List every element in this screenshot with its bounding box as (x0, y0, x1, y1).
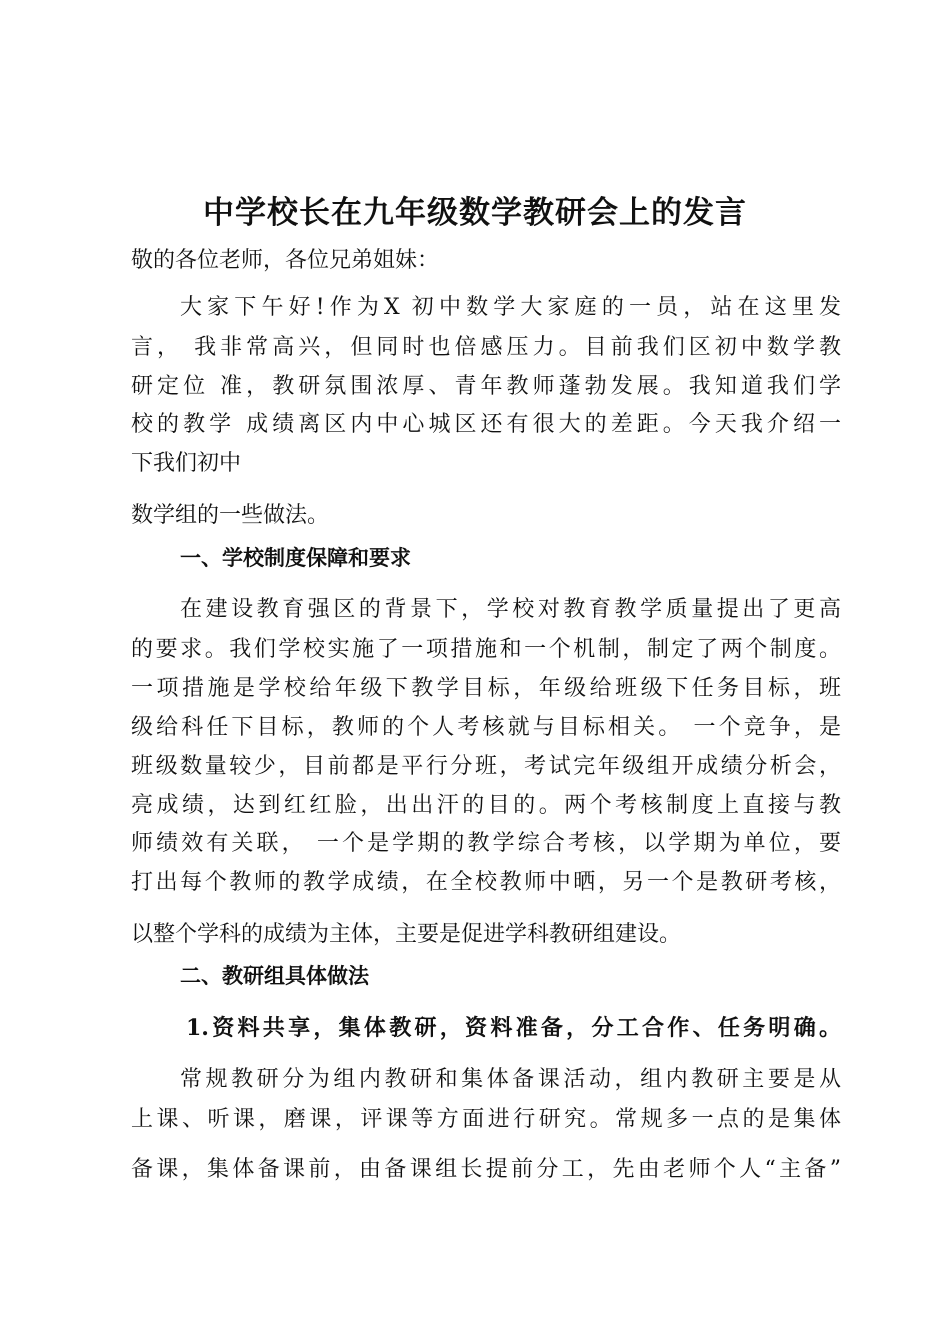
paragraph-line: 言， 我非常高兴，但同时也倍感压力。目前我们区初中数学教 (131, 335, 841, 360)
paragraph-line: 备课，集体备课前，由备课组长提前分工，先由老师个人“主备” (131, 1157, 841, 1182)
paragraph-line: 一项措施是学校给年级下教学目标，年级给班级下任务目标，班 (131, 676, 841, 701)
paragraph-line: 亮成绩，达到红红脸，出出汗的目的。两个考核制度上直接与教 (131, 793, 841, 818)
paragraph-line: 研定位 准，教研氛围浓厚、青年教师蓬勃发展。我知道我们学 (131, 374, 841, 399)
paragraph-line: 数学组的一些做法。 (131, 503, 330, 528)
section-heading-2: 二、教研组具体做法 (180, 964, 369, 988)
salutation-line: 敬的各位老师，各位兄弟姐妹： (131, 248, 440, 273)
paragraph-line: 打出每个教师的教学成绩，在全校教师中晒，另一个是教研考核， (131, 870, 841, 895)
document-title: 中学校长在九年级数学教研会上的发言 (203, 195, 747, 231)
paragraph-line: 级给科任下目标，教师的个人考核就与目标相关。 一个竞争，是 (131, 715, 841, 740)
subsection-heading: 1.资料共享，集体教研，资料准备，分工合作、任务明确。 (186, 1015, 841, 1041)
paragraph-line: 师绩效有关联， 一个是学期的教学综合考核，以学期为单位，要 (131, 831, 841, 856)
paragraph-line: 下我们初中 (131, 451, 242, 476)
paragraph-line: 班级数量较少，目前都是平行分班，考试完年级组开成绩分析会， (131, 754, 841, 779)
paragraph-line: 常规教研分为组内教研和集体备课活动，组内教研主要是从 (180, 1067, 841, 1092)
section-heading-1: 一、学校制度保障和要求 (180, 546, 411, 570)
paragraph-line: 以整个学科的成绩为主体，主要是促进学科教研组建设。 (131, 922, 682, 947)
paragraph-line: 上课、听课，磨课，评课等方面进行研究。常规多一点的是集体 (131, 1107, 841, 1132)
paragraph-line: 的要求。我们学校实施了一项措施和一个机制，制定了两个制度。 (131, 637, 841, 662)
paragraph-line: 校的教学 成绩离区内中心城区还有很大的差距。今天我介绍一 (131, 412, 841, 437)
paragraph-line: 在建设教育强区的背景下，学校对教育教学质量提出了更高 (180, 597, 841, 622)
paragraph-line: 大家下午好!作为X 初中数学大家庭的一员，站在这里发 (180, 295, 841, 320)
